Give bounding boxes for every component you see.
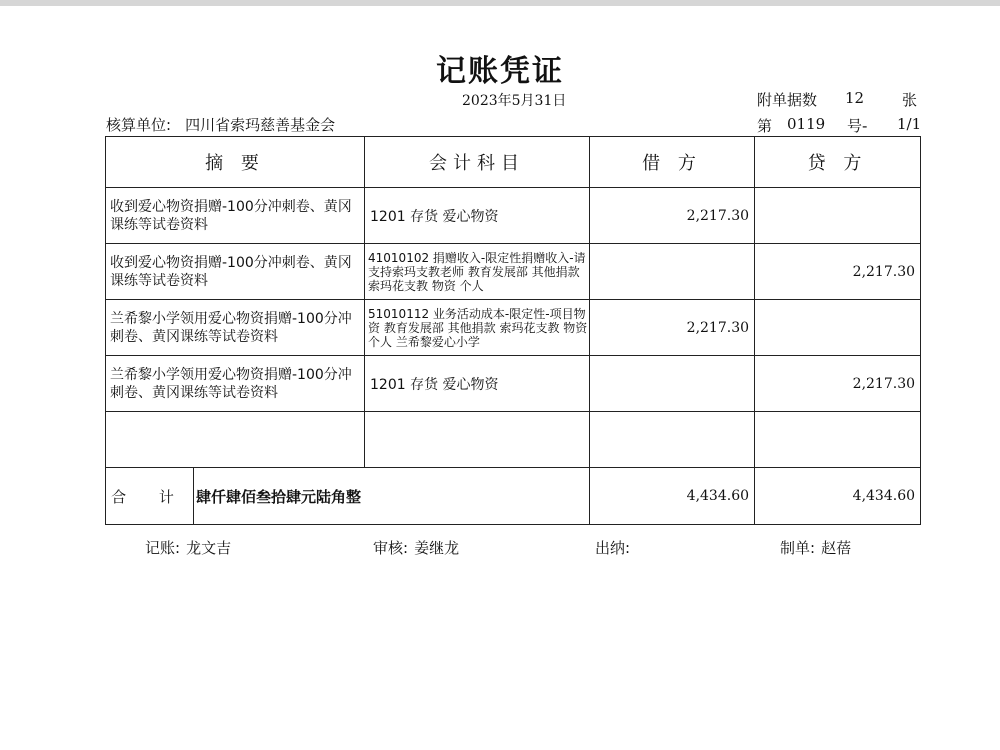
row-debit: 2,217.30 — [590, 188, 755, 244]
voucher-number-value: 0119 — [787, 115, 826, 133]
signature-preparer — [780, 537, 851, 558]
attachments-info — [757, 89, 918, 110]
bookkeeper-label: 记账: — [145, 539, 181, 557]
voucher-table — [105, 136, 921, 525]
voucher-number-prefix: 第 — [757, 117, 773, 135]
bookkeeper-name: 龙文吉 — [186, 539, 232, 557]
attachments-count: 12 — [845, 89, 865, 107]
row-credit — [755, 412, 921, 468]
header-debit: 借 方 — [590, 137, 755, 188]
preparer-label: 制单: — [780, 539, 816, 557]
table-row — [106, 244, 921, 300]
row-account — [365, 412, 590, 468]
accounting-unit-value: 四川省索玛慈善基金会 — [185, 116, 336, 134]
signature-bookkeeper — [145, 537, 231, 558]
table-header-row — [106, 137, 921, 188]
row-account: 51010112 业务活动成本-限定性-项目物资 教育发展部 其他捐款 索玛花支教 物资 个人 兰希黎爱心小学 — [365, 300, 590, 356]
row-debit: 2,217.30 — [590, 300, 755, 356]
row-summary: 收到爱心物资捐赠-100分冲刺卷、黄冈课练等试卷资料 — [106, 188, 365, 244]
row-account: 1201 存货 爱心物资 — [365, 188, 590, 244]
row-credit — [755, 300, 921, 356]
row-debit — [590, 244, 755, 300]
scan-border — [0, 0, 1000, 6]
row-credit: 2,217.30 — [755, 244, 921, 300]
preparer-name: 赵蓓 — [821, 539, 852, 557]
voucher-title: 记账凭证 — [436, 54, 564, 89]
row-summary — [106, 412, 365, 468]
row-account: 1201 存货 爱心物资 — [365, 356, 590, 412]
header-credit: 贷 方 — [755, 137, 921, 188]
total-label: 合 计 — [106, 468, 194, 525]
row-debit — [590, 412, 755, 468]
table-row — [106, 356, 921, 412]
voucher-page: 1/1 — [897, 115, 922, 133]
total-debit: 4,434.60 — [590, 468, 755, 525]
row-account: 41010102 捐赠收入-限定性捐赠收入-请支持索玛支教老师 教育发展部 其他捐款 索玛花支教 物资 个人 — [365, 244, 590, 300]
row-credit — [755, 188, 921, 244]
row-debit — [590, 356, 755, 412]
signature-cashier — [595, 537, 636, 558]
table-row — [106, 300, 921, 356]
header-summary: 摘 要 — [106, 137, 365, 188]
row-summary: 兰希黎小学领用爱心物资捐赠-100分冲刺卷、黄冈课练等试卷资料 — [106, 356, 365, 412]
reviewer-label: 审核: — [373, 539, 409, 557]
cashier-label: 出纳: — [595, 539, 631, 557]
total-row — [106, 468, 921, 525]
header-account: 会计科目 — [365, 137, 590, 188]
voucher-date: 2023年5月31日 — [462, 93, 567, 109]
table-row-empty — [106, 412, 921, 468]
table-row — [106, 188, 921, 244]
signature-reviewer — [373, 537, 459, 558]
total-amount-words: 肆仟肆佰叁拾肆元陆角整 — [194, 468, 590, 525]
accounting-unit-label: 核算单位: — [106, 116, 172, 134]
row-summary: 收到爱心物资捐赠-100分冲刺卷、黄冈课练等试卷资料 — [106, 244, 365, 300]
row-credit: 2,217.30 — [755, 356, 921, 412]
accounting-unit — [106, 114, 335, 135]
attachments-label: 附单据数 — [757, 91, 818, 109]
total-credit: 4,434.60 — [755, 468, 921, 525]
reviewer-name: 姜继龙 — [414, 539, 460, 557]
row-summary: 兰希黎小学领用爱心物资捐赠-100分冲刺卷、黄冈课练等试卷资料 — [106, 300, 365, 356]
voucher-number-suffix: 号- — [847, 117, 868, 135]
attachments-unit: 张 — [902, 91, 918, 109]
